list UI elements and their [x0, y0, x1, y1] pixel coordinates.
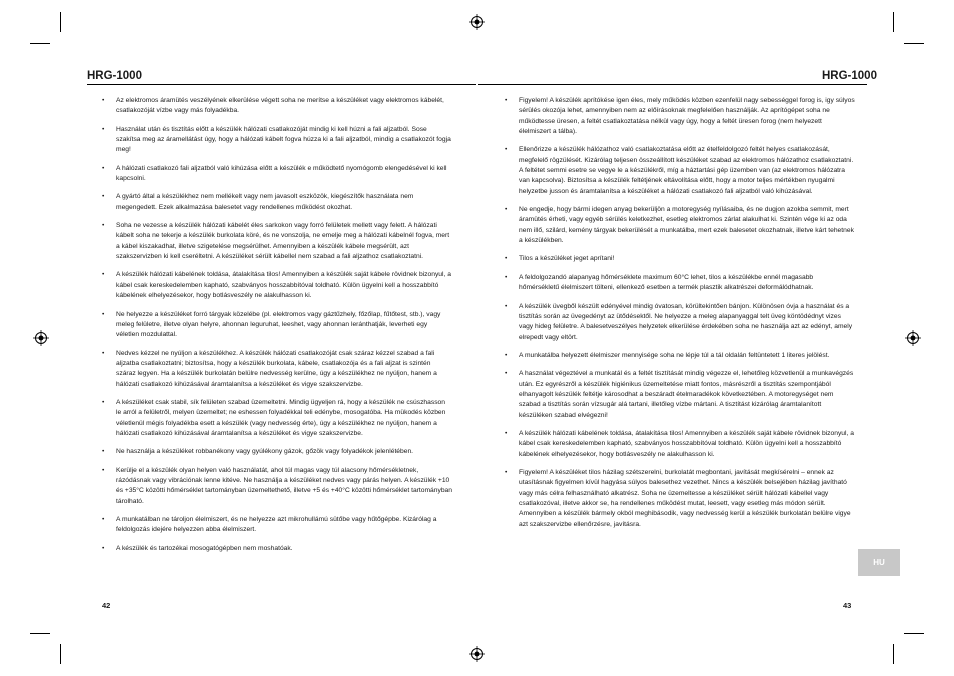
list-item-text: A készülék hálózati kábelének toldása, átalakítása tilos! Amennyiben a készülék saját kábele rövidnek bizonyul, a kábel csak kereskedelemben kapható, szabványos hosszabbítóval toldható. Külön ügyelni kell a hosszabbító kábelének elhelyezésekor, hogy botlásveszély ne alakulhasson ki.: [519, 429, 854, 458]
list-item: [505, 205, 855, 246]
bullet-icon: •: [102, 349, 105, 357]
bullet-icon: •: [102, 310, 105, 318]
list-item-text: Soha ne vezesse a készülék hálózati kábelét éles sarkokon vagy forró felületek mellett vagy felett. A hálózati kábelt soha ne tekerje a készülék burkolata köré, és ne vonszolja, ne emelje meg a hálózati kábelnél fogva, mert a kábel kiszakadhat, illetve szigetelése megsérülhet. Amennyiben a készülék kábele megsérült, azt szakszervizben ki kell cseréltetni. A készüléket sérült kábellel nem szabad a fali aljzathoz csatlakoztatni.: [116, 222, 450, 261]
list-item: [505, 145, 855, 197]
list-item: [102, 221, 452, 262]
bullet-icon: •: [102, 516, 105, 523]
crop-mark: [893, 12, 894, 32]
list-item: [505, 254, 855, 264]
left-page-header: HRG-1000: [87, 70, 142, 82]
list-item: [102, 398, 452, 439]
bullet-icon: •: [505, 146, 508, 154]
bullet-icon: •: [505, 468, 508, 476]
bullet-icon: •: [102, 448, 105, 456]
list-item-text: A munkatálban ne tároljon élelmiszert, és ne helyezze azt mikrohullámú sütőbe vagy hűtőgépbe. Kizárólag a feldolgozás idejére helyezzen abba élelmiszert.: [116, 516, 437, 534]
language-tab: HU: [858, 549, 900, 576]
list-item-text: Használat után és tisztítás előtt a készülék hálózati csatlakozóját mindig ki kell húzni a fali aljzatból. Sose szakítsa meg az áramellátást úgy, hogy a hálózati kábelt fogva húzza ki a fali aljzatból, mindig a csatlakozót fogja meg!: [116, 125, 451, 154]
crop-mark: [60, 644, 61, 664]
list-item-text: A gyártó által a készülékhez nem mellékelt vagy nem javasolt eszközök, kiegészítők használata nem megengedett. Ezek alkalmazása balesetet vagy rendellenes működést okozhat.: [116, 193, 414, 211]
list-item: [102, 349, 452, 390]
list-item: [505, 273, 855, 294]
bullet-icon: •: [102, 271, 105, 279]
crop-mark: [30, 43, 50, 44]
list-item: [102, 270, 452, 301]
list-item-text: Nedves kézzel ne nyúljon a készülékhez. A készülék hálózati csatlakozóját csak száraz kézzel szabad a fali aljzatba csatlakoztatni; biztosítsa, hogy a készülék burkolata, kábele, csatlakozója és a fali aljzat is szintén száraz legyen. Ha a készülék burkolatán belülre nedvesség kerülne, úgy a készülékhez ne nyúljon, hanem a hálózati csatlakozó kihúzásával áramtalanítsa a készüléket és vigye szakszervizbe.: [116, 349, 437, 388]
registration-mark-icon: [469, 646, 485, 662]
left-page-number: 42: [102, 601, 111, 610]
list-item-text: A készülék hálózati kábelének toldása, átalakítása tilos! Amennyiben a készülék saját kábele rövidnek bizonyul, a kábel csak kereskedelemben kapható, szabványos hosszabbítóval toldható. Külön ügyelni kell a hosszabbító kábelének elhelyezésekor, hogy botlásveszély ne alakulhasson ki.: [116, 271, 451, 300]
bullet-icon: •: [102, 544, 105, 552]
bullet-icon: •: [505, 97, 508, 104]
bullet-icon: •: [505, 302, 508, 310]
crop-mark: [904, 43, 924, 44]
list-item-text: Ellenőrizze a készülék hálózathoz való csatlakoztatása előtt az ételfeldolgozó feltét helyes csatlakozását, megfelelő rögzülését. Kizárólag teljesen összeállított készüléket szabad az elektromos hálózathoz csatlakoztatni. A feltétet semmi esetre se vegye le a készülékről, míg a háztartási gép üzemben van (az elektromos hálózatra van kapcsolva). Biztosítsa a készülék feltétjének eltávolítása előtt, hogy a motor teljes mértékben nyugalmi helyzetbe jusson és áramtalanítsa a készüléket a hálózati csatlakozó fali aljzatból való kihúzásával.: [519, 146, 854, 195]
list-item: [102, 466, 452, 507]
list-item-text: Figyelem! A készüléket tilos házilag szétszerelni, burkolatát megbontani, javítását megkísérelni – ennek az utasításnak figyelmen kívül hagyása súlyos balesethez vezethet. Nincs a készülék belsejében házilag javítható vagy más célra felhasználható alkatrész. Soha ne üzemeltesse a készüléket sérült hálózati kábellel vagy csatlakozóval, illetve akkor se, ha rendellenes működést mutat, leesett, vagy esetleg más módon sérült. Amennyiben a készülék bármely okból meghibásodik, vagy nedvesség kerül a készülék burkolatán belülre vigye azt szakszervizbe ellenőrzésre, javításra.: [519, 468, 851, 528]
bullet-icon: •: [102, 193, 105, 201]
crop-mark: [30, 633, 50, 634]
right-page-body: [505, 96, 855, 538]
list-item-text: Ne használja a készüléket robbanékony vagy gyúlékony gázok, gőzök vagy folyadékok jelenlétében.: [116, 448, 414, 456]
list-item-text: Figyelem! A készülék aprítókése igen éles, mely működés közben ezenfelül nagy sebességgel forog is, igy súlyos sérülés okozója lehet, amennyiben nem az előírásoknak megfelelően használják. Az aprítógépet soha ne működtesse üresen, a feltét csatlakoztatása nélkül vagy úgy, hogy a feltét üresen forog (nem helyezett élelmiszert a tálba).: [519, 97, 855, 136]
bullet-icon: •: [102, 164, 105, 172]
list-item: [505, 351, 855, 361]
registration-mark-icon: [33, 330, 49, 346]
bullet-icon: •: [505, 255, 508, 263]
list-item-text: Az elektromos áramütés veszélyének elkerülése végett soha ne merítse a készüléket vagy elektromos kábelét, csatlakozóját vízbe vagy más folyadékba.: [116, 97, 444, 115]
bullet-icon: •: [505, 429, 508, 437]
list-item: [102, 447, 452, 457]
bullet-icon: •: [102, 97, 105, 104]
crop-mark: [60, 12, 61, 32]
list-item: [505, 468, 855, 530]
list-item: [102, 515, 452, 536]
list-item: [505, 96, 855, 137]
list-item-text: A készüléket csak stabil, sík felületen szabad üzemeltetni. Mindig ügyeljen rá, hogy a készülék ne csúszhasson le arról a felületről, melyen üzemeltet; ne eshessen folyadékkal teli edénybe, mosogatóba. Ha mükodés közben véletlenül mégis folyadékba esett a készülék (vagy nedvesség érte), úgy a készülékhez ne nyúljon, hanem a hálózati csatlakozó kihúzásával áramtalanítsa a készüléket és vigye szakszervizbe.: [116, 398, 446, 437]
list-item: [102, 164, 452, 185]
list-item-text: A munkatálba helyezett élelmiszer mennyisége soha ne lépje túl a tál oldalán feltüntetett 1 literes jelölést.: [519, 351, 830, 359]
right-bullet-list: [505, 96, 855, 530]
list-item: [505, 369, 855, 421]
left-bullet-list: [102, 96, 452, 554]
bullet-icon: •: [505, 273, 508, 281]
list-item: [102, 544, 452, 554]
bullet-icon: •: [102, 222, 105, 230]
bullet-icon: •: [102, 125, 105, 133]
bullet-icon: •: [505, 370, 508, 378]
list-item: [102, 96, 452, 117]
crop-mark: [904, 633, 924, 634]
registration-mark-icon: [469, 14, 485, 30]
bullet-icon: •: [102, 398, 105, 406]
registration-mark-icon: [905, 330, 921, 346]
bullet-icon: •: [505, 206, 508, 214]
list-item-text: Ne engedje, hogy bármi idegen anyag bekerüljön a motoregység nyílásaiba, és ne dugjon azokba semmit, mert áramütés érheti, vagy egyéb sérülés keletkezhet, esetleg elektromos zárlat alakulhat ki. Szintén vége ki az oda nem illő, szilárd, kemény tárgyak bekerülését a munkatálba, mert ezek balesetet okozhatnak, illetve kárt tehetnek a készülékben.: [519, 206, 854, 245]
list-item-text: Kerülje el a készülék olyan helyen való használatát, ahol túl magas vagy túl alacsony hőmérsékletnek, rázódásnak vagy vibrációnak lenne kitéve. Ne használja a készüléket nedves vagy párás helyen. A készülék +10 és +35°C közötti hőmérséklet tartományban üzemeltethető, illetve +5 és +40°C közötti hőmérséklet tartományban tárolható.: [116, 466, 452, 505]
list-item-text: Ne helyezze a készüléket forró tárgyak közelébe (pl. elektromos vagy gáztűzhely, főzőlap, fűtőtest, stb.), vagy meleg felületre, illetve olyan helyre, ahonnan leguruhat, leeshet, vagy ahonnan leránthatják, leverheti egy véletlen mozdulattal.: [116, 310, 441, 339]
list-item: [102, 310, 452, 341]
list-item: [505, 429, 855, 460]
bullet-icon: •: [102, 466, 105, 474]
list-item-text: A készülék és tartozékai mosogatógépben nem moshatóak.: [116, 544, 293, 552]
right-header-rule: [478, 84, 867, 85]
list-item-text: Tilos a készüléket jeget aprítani!: [519, 255, 615, 263]
list-item: [505, 302, 855, 343]
list-item-text: A feldolgozandó alapanyag hőmérséklete maximum 60°C lehet, tilos a készülékbe ennél magasabb hőmérsékletű élelmiszert tölteni, ellenkező esetben a termék plasztik alkatrészei deformálódhatnak.: [519, 273, 814, 292]
right-page-number: 43: [843, 601, 852, 610]
crop-mark: [893, 644, 894, 664]
list-item: [102, 192, 452, 213]
right-page-header: HRG-1000: [822, 70, 877, 82]
bullet-icon: •: [505, 351, 508, 359]
list-item-text: A használat végeztével a munkatál és a feltét tisztítását mindig végezze el, lehetőleg közvetlenül a munkavégzés után. Ez egyrészről a készülék higiénikus üzemeltetése miatt fontos, másrészről a tisztítás szempontjából elhanyagolt készülék feltétje károsodhat a beszáradt ételmaradékok következtében. A motoregységet nem szabad a tisztítás során vízsugár alá tartani, illetőleg vízbe mártani. A tisztítást kizárólag áramtalanított készüléken szabad elvégezni!: [519, 370, 854, 419]
list-item: [102, 125, 452, 156]
left-header-rule: [87, 84, 476, 85]
list-item-text: A készülék üvegből készült edényével mindig óvatosan, körültekintően bánjon. Különösen óvja a használat és a tisztítás során az üvegedényt az ütődésektől. Ne helyezze a meleg alapanyaggal telt üveg köntödédnyt vizes vagy hideg felületre. A balesetveszélyes helyzetek elkerülése érdekében soha ne használja azt az edényt, amely elrepedt vagy eltört.: [519, 302, 853, 341]
left-page-body: [102, 96, 452, 562]
list-item-text: A hálózati csatlakozó fali aljzatból való kihúzása előtt a készülék e működtető nyomógomb elengedésével ki kell kapcsolni.: [116, 164, 447, 183]
